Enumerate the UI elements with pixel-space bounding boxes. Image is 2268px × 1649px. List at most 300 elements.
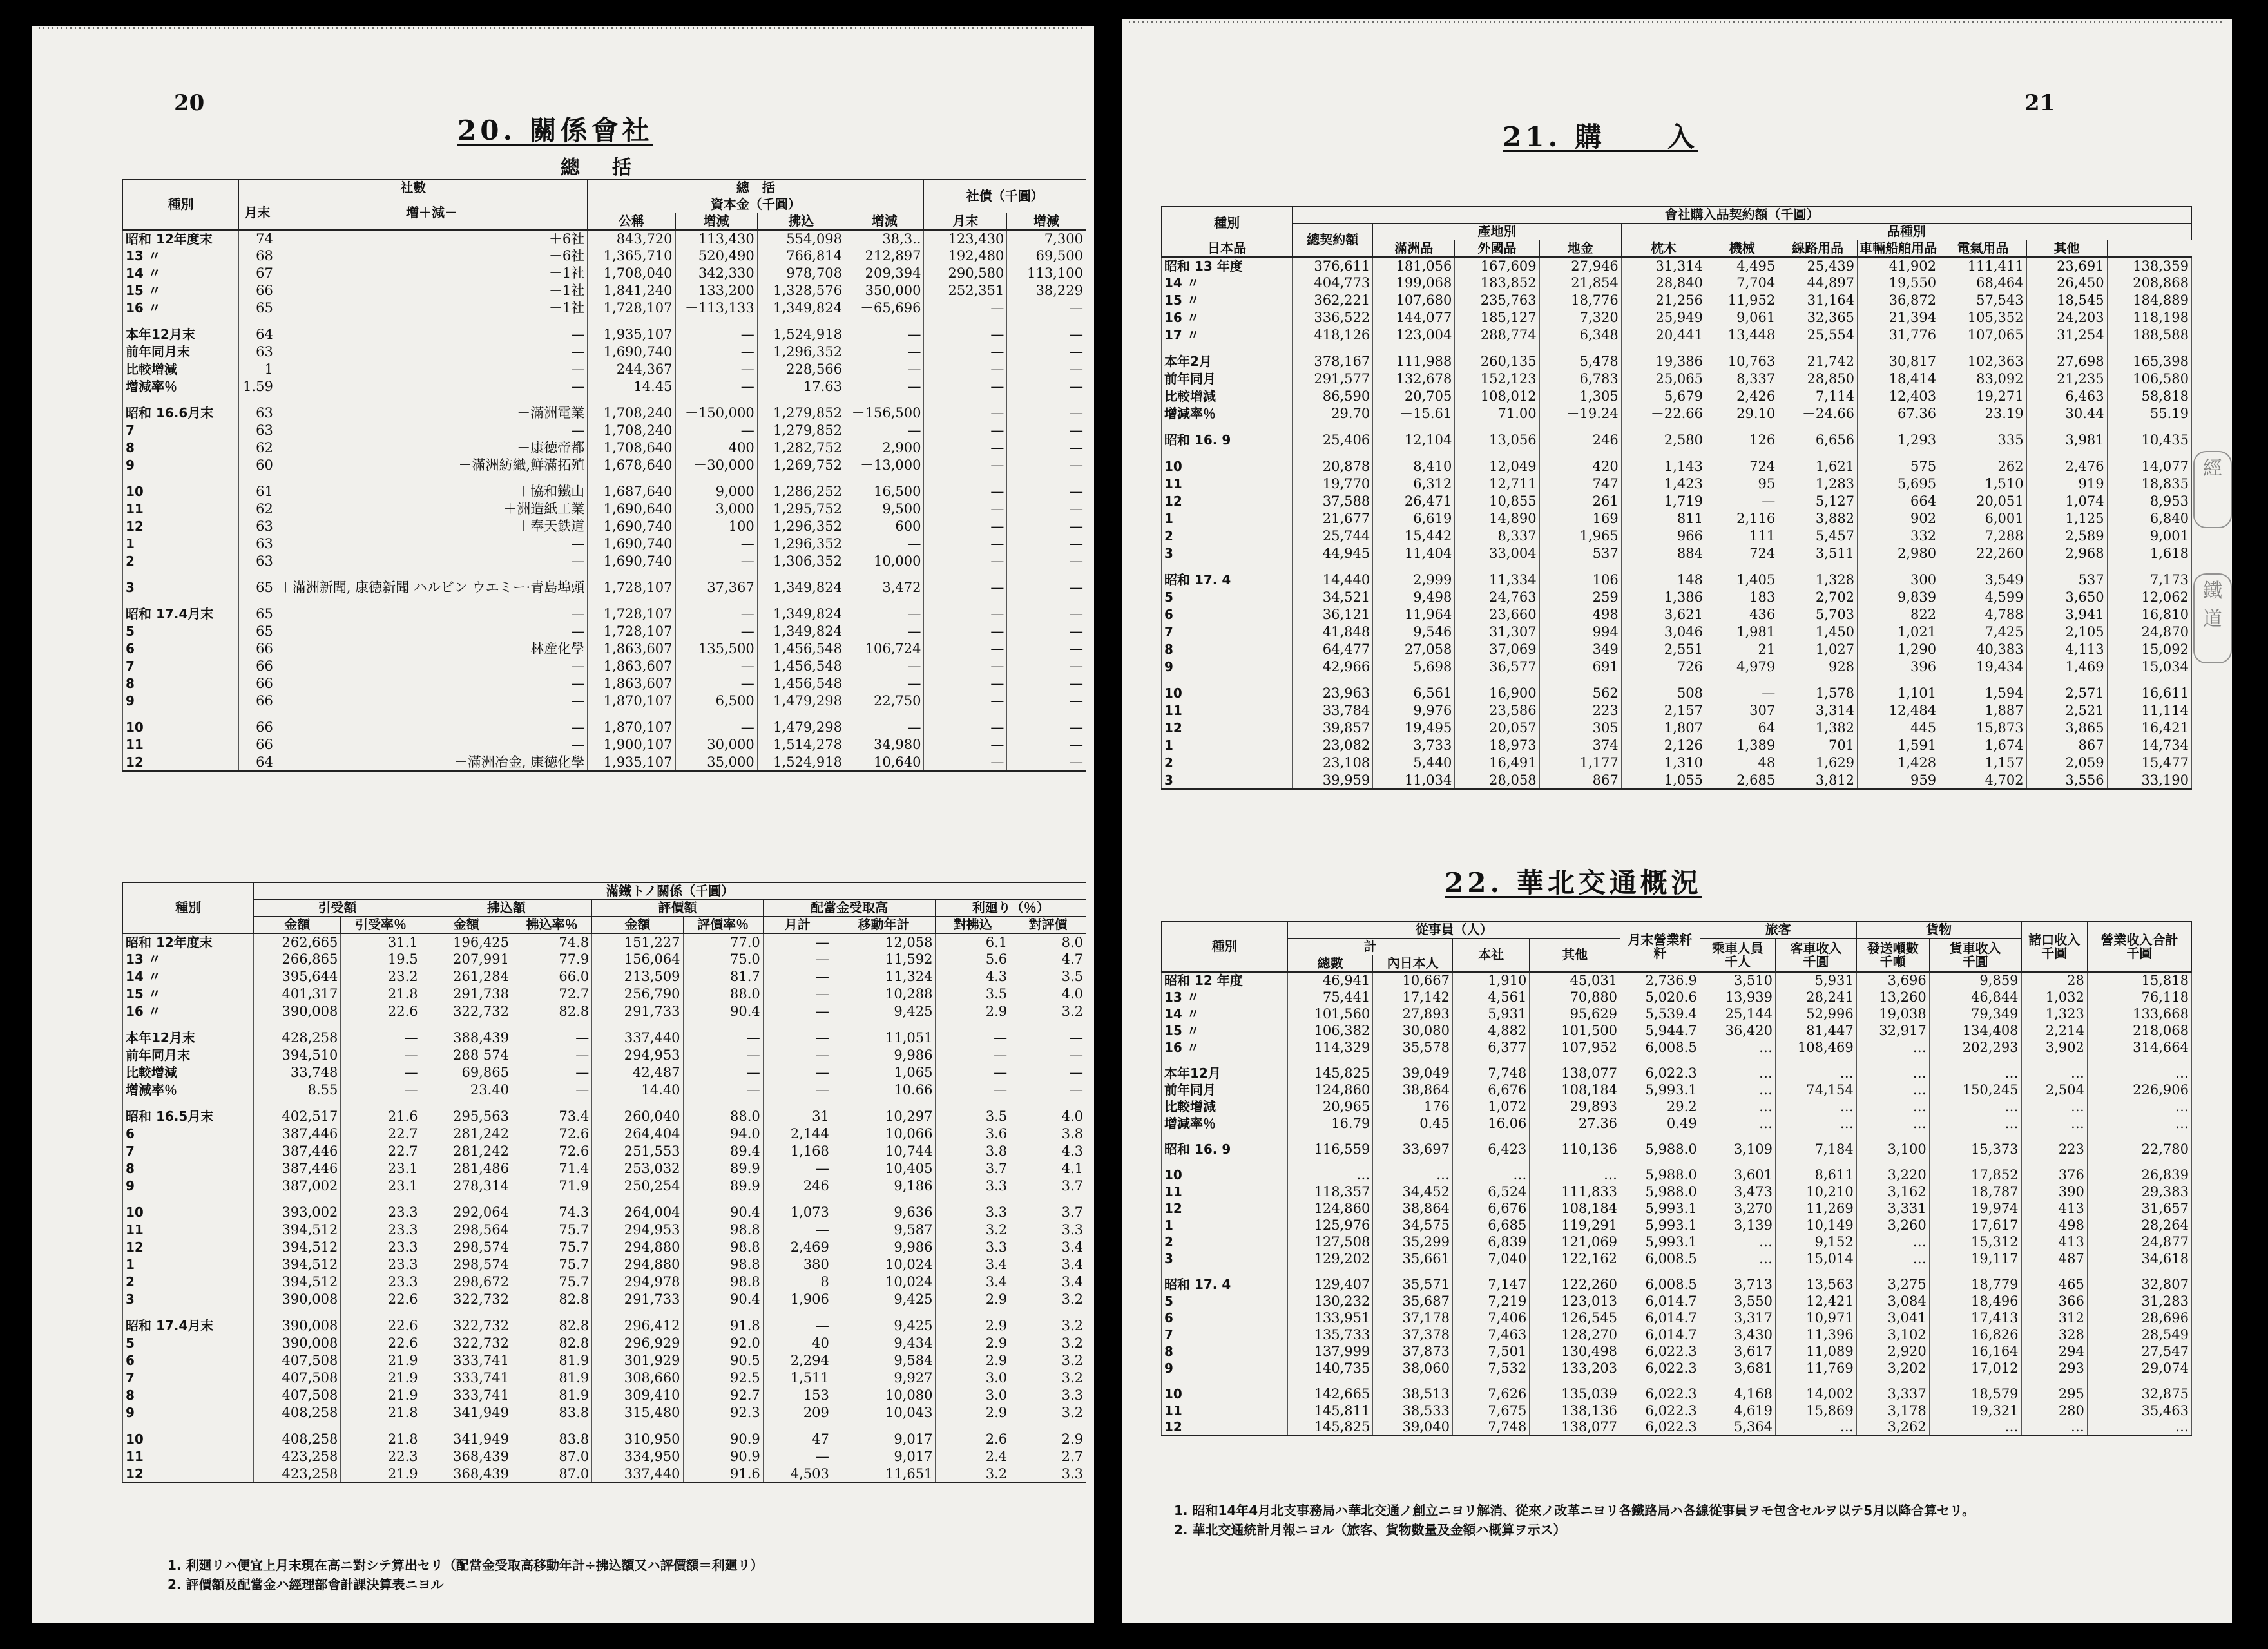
table-cell: 23.19 (1939, 405, 2027, 423)
table-cell: — (924, 361, 1007, 378)
table-cell: 145,825 (1288, 1419, 1373, 1436)
affiliates-table (122, 179, 1086, 772)
row-label: 3 (1162, 545, 1293, 562)
table-cell: 691 (1539, 658, 1621, 676)
table-cell: 11,769 (1775, 1360, 1856, 1377)
table-cell: 22.6 (341, 1291, 421, 1308)
table-cell: 959 (1858, 772, 1939, 789)
table-cell: … (2021, 1065, 2087, 1082)
table-cell: 298,574 (421, 1239, 512, 1256)
table-row (123, 736, 1086, 754)
table-cell: 9,000 (675, 483, 757, 500)
table-row (123, 1003, 1086, 1020)
column-header: 地金 (1539, 240, 1621, 258)
table-cell: 28,241 (1775, 989, 1856, 1006)
table-cell: 376,611 (1293, 257, 1373, 274)
header-amount: 金額 (421, 917, 512, 934)
table-cell: 23.2 (341, 968, 421, 986)
table-cell: 664 (1858, 493, 1939, 510)
table-cell: 3,865 (2026, 720, 2107, 737)
table-cell: … (1700, 1039, 1775, 1056)
footnotes (1174, 1501, 2192, 1539)
table-cell: 366 (2021, 1293, 2087, 1310)
table-cell: … (2087, 1065, 2191, 1082)
table-row (1162, 545, 2192, 562)
table-cell: 44,945 (1293, 545, 1373, 562)
table-cell: 3,046 (1621, 624, 1706, 641)
table-cell: 13,563 (1775, 1276, 1856, 1293)
table-cell: 98.8 (683, 1221, 763, 1239)
table-cell: 1,807 (1621, 720, 1706, 737)
north-china-transport-table (1161, 921, 2192, 1436)
table-cell: 2,571 (2026, 685, 2107, 702)
scan-edge (1129, 21, 2224, 23)
table-cell: 90.5 (683, 1352, 763, 1369)
row-label: 11 (123, 500, 239, 518)
table-cell: 7,320 (1539, 309, 1621, 327)
table-cell: 407,508 (254, 1369, 341, 1387)
table-row (1162, 1183, 2192, 1200)
table-cell: 124,860 (1288, 1082, 1373, 1098)
table-cell: 21.9 (341, 1369, 421, 1387)
table-cell: — (1007, 378, 1086, 396)
table-cell: 3.2 (1010, 1404, 1086, 1422)
row-label: 10 (123, 483, 239, 500)
table-cell: 2,476 (2026, 458, 2107, 475)
table-cell: 2,900 (845, 439, 924, 457)
table-cell: 404,773 (1293, 274, 1373, 292)
table-cell: 394,512 (254, 1221, 341, 1239)
table-cell: 9,976 (1373, 702, 1455, 720)
table-cell: 600 (845, 518, 924, 535)
table-cell: 1,841,240 (588, 282, 675, 300)
header-total: 總數 (1288, 955, 1373, 973)
table-cell: 152,123 (1455, 370, 1539, 388)
table-cell: 2.9 (936, 1352, 1010, 1369)
table-cell: 5,539.4 (1620, 1006, 1700, 1022)
table-cell: 537 (2026, 571, 2107, 589)
row-label: 9 (123, 1177, 254, 1195)
table-cell: 4.3 (1010, 1143, 1086, 1160)
table-row (1162, 1098, 2192, 1115)
table-cell: 133,951 (1288, 1310, 1373, 1326)
table-cell: 7,675 (1452, 1402, 1529, 1419)
table-cell: 3,109 (1700, 1141, 1775, 1158)
table-cell: 10.66 (832, 1082, 936, 1099)
table-cell: 36,577 (1455, 658, 1539, 676)
table-cell: 10,763 (1706, 353, 1778, 370)
table-cell: 111 (1706, 528, 1778, 545)
column-header: 線路用品 (1778, 240, 1858, 258)
table-cell: — (1007, 579, 1086, 596)
table-row (1162, 274, 2192, 292)
table-cell: 1,578 (1778, 685, 1858, 702)
row-label: 8 (123, 439, 239, 457)
table-row (123, 300, 1086, 317)
table-cell: ＋協和鐵山 (276, 483, 587, 500)
table-cell: 3,317 (1700, 1310, 1775, 1326)
header-head-office: 本社 (1452, 939, 1529, 973)
table-cell: 1,032 (2021, 989, 2087, 1006)
table-cell: — (924, 422, 1007, 439)
table-cell: 167,609 (1455, 257, 1539, 274)
row-label: 昭和 17. 4 (1162, 571, 1293, 589)
table-cell: 3.4 (1010, 1239, 1086, 1256)
table-cell: 63 (239, 553, 276, 570)
table-cell: 300 (1858, 571, 1939, 589)
table-cell: — (924, 675, 1007, 692)
table-row (1162, 1082, 2192, 1098)
table-cell: … (1929, 1065, 2021, 1082)
table-cell: 4.3 (936, 968, 1010, 986)
table-cell: 301,929 (592, 1352, 683, 1369)
table-row (1162, 370, 2192, 388)
row-label: 6 (123, 1125, 254, 1143)
table-cell: 3.2 (936, 1465, 1010, 1483)
table-cell: 23.3 (341, 1204, 421, 1221)
table-cell: 250,254 (592, 1177, 683, 1195)
table-cell: 260,135 (1455, 353, 1539, 370)
table-cell: 64 (239, 326, 276, 343)
table-row (1162, 292, 2192, 309)
table-cell: 7,173 (2107, 571, 2191, 589)
table-cell: 91.8 (683, 1317, 763, 1335)
table-cell: 1,479,298 (757, 719, 845, 736)
table-cell: 126 (1706, 432, 1778, 449)
table-cell: 38,229 (1007, 282, 1086, 300)
table-cell: 15,818 (2087, 972, 2191, 989)
table-cell: 31,776 (1858, 327, 1939, 344)
table-cell: 537 (1539, 545, 1621, 562)
table-cell: 390,008 (254, 1335, 341, 1352)
table-cell: 5,695 (1858, 475, 1939, 493)
table-cell: 21.8 (341, 1404, 421, 1422)
table-cell: — (845, 675, 924, 692)
table-cell: 1,887 (1939, 702, 2027, 720)
table-cell: — (763, 1064, 832, 1082)
spacer-row (123, 570, 1086, 579)
table-row (1162, 1343, 2192, 1360)
table-cell: — (936, 1064, 1010, 1082)
table-cell: 18,973 (1455, 737, 1539, 754)
table-cell: — (276, 361, 587, 378)
table-cell: 298,564 (421, 1221, 512, 1239)
table-cell: 0.49 (1620, 1115, 1700, 1132)
table-cell: 127,508 (1288, 1234, 1373, 1250)
table-cell: 1,935,107 (588, 326, 675, 343)
table-cell: 91.6 (683, 1465, 763, 1483)
table-cell: 246 (763, 1177, 832, 1195)
table-cell: — (924, 343, 1007, 361)
table-cell: 1,389 (1706, 737, 1778, 754)
row-label: 昭和 16. 9 (1162, 1141, 1288, 1158)
table-cell: 4.0 (1010, 986, 1086, 1003)
table-row (123, 1317, 1086, 1335)
table-cell: 3,882 (1778, 510, 1858, 528)
table-cell: 35,661 (1373, 1250, 1453, 1267)
table-cell: 6,676 (1452, 1200, 1529, 1217)
row-label: 昭和 16.5月末 (123, 1108, 254, 1125)
table-cell: 2.9 (936, 1003, 1010, 1020)
table-cell: 23,660 (1455, 606, 1539, 624)
row-label: 本年12月 (1162, 1065, 1288, 1082)
row-label: 9 (123, 1404, 254, 1422)
table-cell: 701 (1778, 737, 1858, 754)
spacer-row (1162, 344, 2192, 353)
table-cell: 77.9 (512, 951, 591, 968)
table-cell: 1,981 (1706, 624, 1778, 641)
table-cell: 3.3 (1010, 1221, 1086, 1239)
table-cell: 5,993.1 (1620, 1217, 1700, 1234)
table-cell: 138,359 (2107, 257, 2191, 274)
table-cell: 5,457 (1778, 528, 1858, 545)
table-cell: — (675, 361, 757, 378)
table-cell: 27,698 (2026, 353, 2107, 370)
table-cell: 387,446 (254, 1160, 341, 1177)
table-cell: 6,377 (1452, 1039, 1529, 1056)
table-cell: 60 (239, 457, 276, 474)
table-cell: 57,543 (1939, 292, 2027, 309)
table-cell: 3,430 (1700, 1326, 1775, 1343)
table-cell: 390,008 (254, 1291, 341, 1308)
table-cell: 4,788 (1939, 606, 2027, 624)
header-freight: 貨物 (1856, 922, 2021, 939)
table-cell: 3,713 (1700, 1276, 1775, 1293)
header-taken-rate: 引受率％ (341, 917, 421, 934)
table-cell: 100 (675, 518, 757, 535)
table-cell: 75,441 (1288, 989, 1373, 1006)
table-cell: — (683, 1064, 763, 1082)
row-label: 9 (1162, 658, 1293, 676)
table-cell: … (1700, 1082, 1775, 1098)
table-cell: 21.6 (341, 1108, 421, 1125)
table-cell: 7,626 (1452, 1386, 1529, 1402)
table-cell: … (1929, 1419, 2021, 1436)
table-cell: 1,027 (1778, 641, 1858, 658)
mantetsu-relation-table (122, 882, 1086, 1483)
table-cell: 22.3 (341, 1448, 421, 1465)
table-cell: 81.9 (512, 1369, 591, 1387)
table-row (123, 247, 1086, 265)
row-label: 5 (1162, 589, 1293, 606)
table-cell: 16,491 (1455, 754, 1539, 772)
table-cell: — (763, 1448, 832, 1465)
table-cell: — (763, 951, 832, 968)
table-cell: －13,000 (845, 457, 924, 474)
table-cell: 264,004 (592, 1204, 683, 1221)
row-label: 13 〃 (123, 951, 254, 968)
table-cell: 3.5 (936, 1108, 1010, 1125)
table-cell: 308,660 (592, 1369, 683, 1387)
table-cell: 322,732 (421, 1335, 512, 1352)
table-cell: 181,056 (1373, 257, 1455, 274)
table-cell: 23,691 (2026, 257, 2107, 274)
table-cell: … (1700, 1065, 1775, 1082)
table-cell: 17.63 (757, 378, 845, 396)
table-row (123, 1029, 1086, 1047)
table-cell: 3.0 (936, 1387, 1010, 1404)
table-cell: 30,080 (1373, 1022, 1453, 1039)
table-cell: 1,306,352 (757, 553, 845, 570)
table-cell: 118,357 (1288, 1183, 1373, 1200)
table-cell: 29.10 (1706, 405, 1778, 423)
table-cell: — (1007, 457, 1086, 474)
table-cell: 6,423 (1452, 1141, 1529, 1158)
table-cell: 107,065 (1939, 327, 2027, 344)
table-cell: 22.6 (341, 1003, 421, 1020)
row-label: 14 〃 (1162, 274, 1293, 292)
table-cell: … (1530, 1167, 1620, 1183)
table-cell: 7,288 (1939, 528, 2027, 545)
table-cell: … (1700, 1234, 1775, 1250)
table-cell: 25,406 (1293, 432, 1373, 449)
table-cell: 65 (239, 623, 276, 640)
table-cell: 2,157 (1621, 702, 1706, 720)
table-cell: 27,058 (1373, 641, 1455, 658)
table-cell: 6,561 (1373, 685, 1455, 702)
row-label: 12 (123, 518, 239, 535)
table-cell: 11,404 (1373, 545, 1455, 562)
table-cell: －113,133 (675, 300, 757, 317)
table-cell: 3,733 (1373, 737, 1455, 754)
column-header: 外國品 (1455, 240, 1539, 258)
table-cell: 209 (763, 1404, 832, 1422)
table-cell: — (1007, 500, 1086, 518)
table-cell: 9,017 (832, 1431, 936, 1448)
table-cell: 32,875 (2087, 1386, 2191, 1402)
table-cell: — (1007, 719, 1086, 736)
table-cell: 1,935,107 (588, 754, 675, 771)
table-cell: 92.3 (683, 1404, 763, 1422)
row-label: 15 〃 (123, 282, 239, 300)
table-cell: — (341, 1064, 421, 1082)
table-cell: 228,566 (757, 361, 845, 378)
table-cell: 261,284 (421, 968, 512, 986)
table-cell: 6,008.5 (1620, 1039, 1700, 1056)
row-label: 3 (1162, 1250, 1288, 1267)
table-cell: 15,442 (1373, 528, 1455, 545)
table-cell: 407,508 (254, 1387, 341, 1404)
table-cell: 7,040 (1452, 1250, 1529, 1267)
table-row (123, 605, 1086, 623)
table-cell: 153 (763, 1387, 832, 1404)
table-cell: — (1706, 685, 1778, 702)
header-vs-paid: 對拂込 (936, 917, 1010, 934)
table-cell: 2,144 (763, 1125, 832, 1143)
table-cell: 83.8 (512, 1404, 591, 1422)
table-cell: 31,164 (1778, 292, 1858, 309)
column-header: 枕木 (1621, 240, 1706, 258)
table-cell: 114,329 (1288, 1039, 1373, 1056)
table-row (123, 1404, 1086, 1422)
table-cell: 75.7 (512, 1256, 591, 1273)
table-cell: 413 (2021, 1200, 2087, 1217)
table-cell: 16,826 (1929, 1326, 2021, 1343)
table-cell: 27,946 (1539, 257, 1621, 274)
table-cell: — (763, 1029, 832, 1047)
table-cell: 3,617 (1700, 1343, 1775, 1360)
table-cell: 108,184 (1530, 1200, 1620, 1217)
table-row (1162, 1310, 2192, 1326)
table-cell: 394,512 (254, 1239, 341, 1256)
table-cell: 368,439 (421, 1448, 512, 1465)
table-cell: 9,636 (832, 1204, 936, 1221)
table-cell: — (675, 658, 757, 675)
table-cell: 3,621 (1621, 606, 1706, 624)
table-cell: 5,988.0 (1620, 1183, 1700, 1200)
table-row (1162, 685, 2192, 702)
table-cell: 15,034 (2107, 658, 2191, 676)
table-cell: 19,974 (1929, 1200, 2021, 1217)
table-row (1162, 1217, 2192, 1234)
table-row (123, 1204, 1086, 1221)
table-cell: 95 (1706, 475, 1778, 493)
table-cell: 121,069 (1530, 1234, 1620, 1250)
table-cell: 12,403 (1858, 388, 1939, 405)
row-label: 1 (1162, 510, 1293, 528)
table-cell: — (763, 1317, 832, 1335)
row-label: 10 (123, 1431, 254, 1448)
table-row (123, 933, 1086, 951)
table-cell: — (675, 719, 757, 736)
row-label: 12 (1162, 720, 1293, 737)
table-cell: 266,865 (254, 951, 341, 968)
table-cell: 62 (239, 439, 276, 457)
footnote: 2. 評價額及配當金ハ經理部會計課決算表ニヨル (168, 1577, 444, 1592)
table-cell: 498 (2021, 1217, 2087, 1234)
table-cell: －20,705 (1373, 388, 1455, 405)
table-cell: 1,469 (2026, 658, 2107, 676)
header-total-contract: 總契約額 (1293, 224, 1373, 258)
table-cell: 296,929 (592, 1335, 683, 1352)
row-label: 10 (123, 1204, 254, 1221)
table-cell: — (675, 326, 757, 343)
table-row (123, 951, 1086, 968)
spacer-row (123, 396, 1086, 405)
table-cell: 24,203 (2026, 309, 2107, 327)
table-cell: 2,551 (1621, 641, 1706, 658)
table-cell: 1,708,240 (588, 405, 675, 422)
table-row (1162, 475, 2192, 493)
table-cell: — (845, 605, 924, 623)
table-cell: 82.8 (512, 1003, 591, 1020)
table-cell: 62 (239, 500, 276, 518)
table-cell: 4,561 (1452, 989, 1529, 1006)
table-cell: 3.8 (936, 1143, 1010, 1160)
table-cell: 5,944.7 (1620, 1022, 1700, 1039)
table-cell: 15,477 (2107, 754, 2191, 772)
table-cell: 15,014 (1775, 1250, 1856, 1267)
table-cell: … (1856, 1234, 1929, 1250)
table-cell: 45,031 (1530, 972, 1620, 989)
table-cell: 6,839 (1452, 1234, 1529, 1250)
table-cell: 83.8 (512, 1431, 591, 1448)
table-cell: 4.1 (1010, 1160, 1086, 1177)
table-cell: 1,072 (1452, 1098, 1529, 1115)
table-cell: －滿洲冶金, 康徳化學 (276, 754, 587, 771)
table-cell: 39,049 (1373, 1065, 1453, 1082)
table-cell: 199,068 (1373, 274, 1455, 292)
table-cell: 1,870,107 (588, 692, 675, 710)
row-label: 10 (123, 719, 239, 736)
table-cell: — (763, 1003, 832, 1020)
table-cell: 2,116 (1706, 510, 1778, 528)
table-cell: 81,447 (1775, 1022, 1856, 1039)
table-cell: 16,164 (1929, 1343, 2021, 1360)
table-cell: 27,547 (2087, 1343, 2191, 1360)
footnote: 1. 昭和14年4月北支事務局ハ華北交通ノ創立ニヨリ解消、從來ノ改革ニヨリ各鐵路局ハ各線從事員ヲモ包含セルヲ以テ5月以降合算セリ。 (1174, 1503, 1975, 1518)
table-cell: 165,398 (2107, 353, 2191, 370)
